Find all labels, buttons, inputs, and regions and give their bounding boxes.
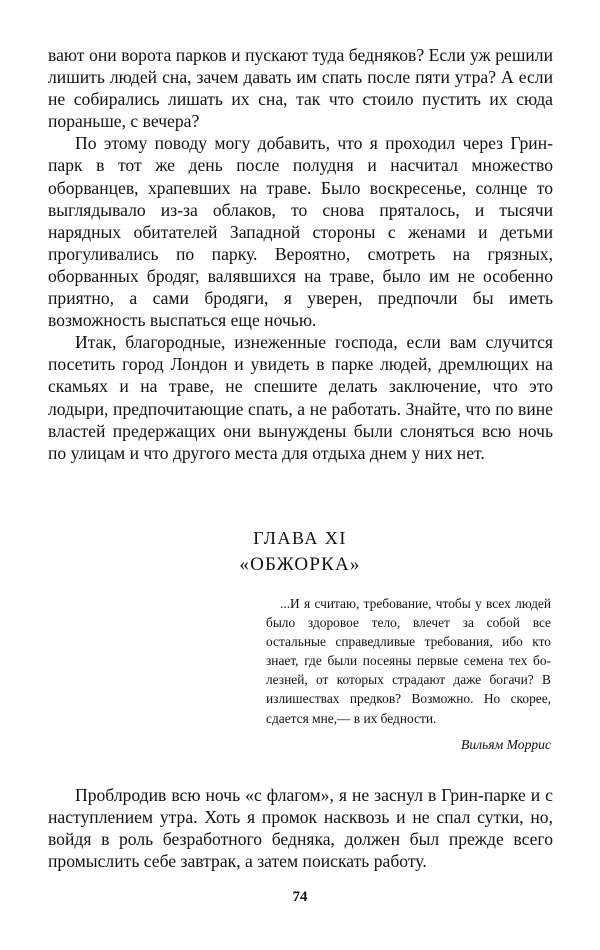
body-text-bottom bbox=[48, 784, 553, 872]
paragraph-night-wandering: Проблродив всю ночь «с флагом», я не заснул в Грин-парке и с наступлением утра. Хоть я промок насквозь и не спал сутки, но, войдя в роль безработного бедняка, должен был прежде всего промыслить себе завтрак, а затем поискать работу. bbox=[48, 785, 553, 872]
epigraph bbox=[266, 594, 551, 728]
chapter-title: «ОБЖОРКА» bbox=[239, 554, 361, 575]
chapter-number: ГЛАВА XI bbox=[253, 528, 347, 548]
paragraph-continuation: вают они ворота парков и пускают туда бедняков? Если уж решили лишить людей сна, зачем давать им спать после пяти утра? А если не собирались лишать их сна, так что стоило пустить их сюда пораньше, с вечера? bbox=[48, 45, 553, 132]
paragraph-green-park: По этому поводу могу добавить, что я проходил через Грин-парк в тот же день после полудня и насчитал множество оборванцев, храпевших на траве. Было воскресенье, солнце то выглядывало из-за облаков, то снова пряталось, и тысячи нарядных обитателей Западной стороны с женами и детьми прогуливались по парку. Вероятно, смотреть на грязных, оборванных бродяг, валявшихся на траве, было им не особенно приятно, а сами бродяги, я уверен, предпочли бы иметь возможность выспаться еще ночью. bbox=[48, 133, 553, 331]
paragraph-gentlemen: Итак, благородные, изнеженные господа, если вам случится посетить город Лондон и увидеть в парке людей, дремлющих на скамьях и на траве, не спешите делать заключение, что это лодыри, предпочитающие спать, а не работать. Знайте, что по вине властей предержащих они вынуждены были слоняться всю ночь по улицам и что другого места для отдыха днем у них нет. bbox=[48, 332, 553, 463]
page-number: 74 bbox=[292, 889, 308, 905]
body-text-top bbox=[48, 44, 553, 464]
epigraph-author: Вильям Моррис bbox=[461, 737, 551, 752]
epigraph-text: ...И я считаю, требование, чтобы у всех людей было здоровое тело, влечет за собой все остальные справедливые требования, ибо кто знает, где были посеяны первые семена тех болезней, от которых страдают даже богачи? В излишествах предков? Возможно. Но скорее, сдается мне,— в их бедности. bbox=[266, 596, 551, 726]
